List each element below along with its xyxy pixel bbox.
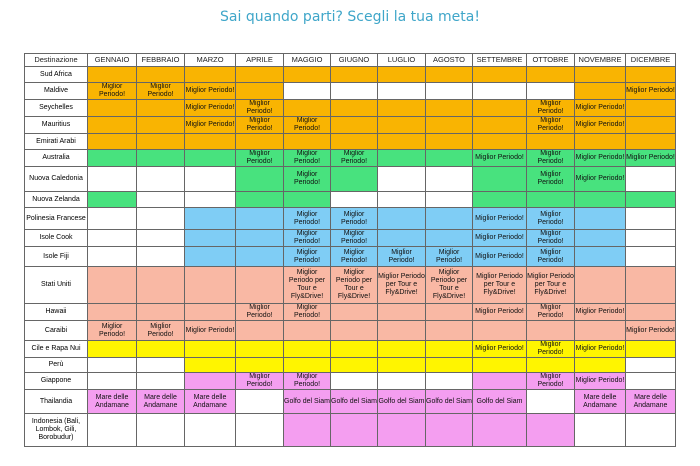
gulf-of-siam-cell: Golfo del Siam [378, 390, 426, 414]
header-month: SETTEMBRE [473, 54, 527, 67]
best-period-cell: Miglior Periodo! [331, 150, 378, 167]
table-row [25, 358, 676, 373]
gulf-of-siam-cell: Golfo del Siam [331, 390, 378, 414]
best-period-cell: Miglior Periodo! [331, 230, 378, 247]
table-row [25, 67, 676, 83]
table-row [25, 390, 676, 414]
best-period-cell: Miglior Periodo! [473, 247, 527, 267]
header-month: APRILE [236, 54, 284, 67]
header-month: LUGLIO [378, 54, 426, 67]
best-period-cell: Miglior Periodo! [88, 321, 137, 341]
destination-name: Australia [25, 150, 88, 167]
best-period-cell: Miglior Periodo! [473, 341, 527, 358]
destination-name: Nuova Caledonia [25, 167, 88, 192]
best-period-cell: Miglior Periodo! [185, 100, 236, 117]
best-period-cell: Miglior Periodo! [527, 117, 575, 134]
destination-name: Sud Africa [25, 67, 88, 83]
table-row [25, 83, 676, 100]
andaman-sea-cell: Mare delle Andamane [137, 390, 185, 414]
tour-period-cell: Miglior Periodo per Tour e Fly&Drive! [331, 267, 378, 304]
best-period-cell: Miglior Periodo! [426, 247, 473, 267]
best-period-cell: Miglior Periodo! [473, 150, 527, 167]
best-period-cell: Miglior Periodo! [236, 117, 284, 134]
destination-name: Perù [25, 358, 88, 373]
best-period-cell: Miglior Periodo! [284, 208, 331, 230]
destination-name: Hawaii [25, 304, 88, 321]
page-title: Sai quando parti? Scegli la tua meta! [220, 9, 480, 25]
destination-name: Isole Cook [25, 230, 88, 247]
best-period-cell: Miglior Periodo! [185, 83, 236, 100]
best-period-cell: Miglior Periodo! [137, 83, 185, 100]
gulf-of-siam-cell: Golfo del Siam [473, 390, 527, 414]
table-row [25, 267, 676, 304]
best-period-cell: Miglior Periodo! [284, 150, 331, 167]
best-period-cell: Miglior Periodo! [575, 117, 626, 134]
tour-period-cell: Miglior Periodo per Tour e Fly&Drive! [378, 267, 426, 304]
tour-period-cell: Miglior Periodo per Tour e Fly&Drive! [426, 267, 473, 304]
best-period-cell: Miglior Periodo! [626, 321, 676, 341]
destination-name: Isole Fiji [25, 247, 88, 267]
best-period-cell: Miglior Periodo! [236, 150, 284, 167]
best-period-cell: Miglior Periodo! [331, 208, 378, 230]
best-period-cell: Miglior Periodo! [626, 150, 676, 167]
destination-name: Seychelles [25, 100, 88, 117]
best-period-cell: Miglior Periodo! [473, 208, 527, 230]
best-period-cell: Miglior Periodo! [527, 100, 575, 117]
andaman-sea-cell: Mare delle Andamane [185, 390, 236, 414]
header-row [25, 54, 676, 67]
header-month: OTTOBRE [527, 54, 575, 67]
destination-name: Thailandia [25, 390, 88, 414]
andaman-sea-cell: Mare delle Andamane [575, 390, 626, 414]
header-month: GENNAIO [88, 54, 137, 67]
gulf-of-siam-cell: Golfo del Siam [426, 390, 473, 414]
tour-period-cell: Miglior Periodo per Tour e Fly&Drive! [473, 267, 527, 304]
best-period-cell: Miglior Periodo! [527, 304, 575, 321]
best-period-cell: Miglior Periodo! [575, 167, 626, 192]
table-row [25, 134, 676, 150]
table-row [25, 321, 676, 341]
header-month: MARZO [185, 54, 236, 67]
best-period-cell: Miglior Periodo! [527, 208, 575, 230]
travel-calendar-table [24, 53, 676, 447]
table-row [25, 304, 676, 321]
best-period-cell: Miglior Periodo! [575, 100, 626, 117]
best-period-cell: Miglior Periodo! [626, 83, 676, 100]
header-month: AGOSTO [426, 54, 473, 67]
table-row [25, 414, 676, 447]
header-month: DICEMBRE [626, 54, 676, 67]
tour-period-cell: Miglior Periodo per Tour e Fly&Drive! [284, 267, 331, 304]
table-row [25, 230, 676, 247]
destination-name: Nuova Zelanda [25, 192, 88, 208]
table-row [25, 150, 676, 167]
table-row [25, 208, 676, 230]
table-row [25, 100, 676, 117]
destination-name: Caraibi [25, 321, 88, 341]
andaman-sea-cell: Mare delle Andamane [626, 390, 676, 414]
best-period-cell: Miglior Periodo! [185, 321, 236, 341]
best-period-cell: Miglior Periodo! [527, 341, 575, 358]
best-period-cell: Miglior Periodo! [284, 304, 331, 321]
best-period-cell: Miglior Periodo! [284, 117, 331, 134]
best-period-cell: Miglior Periodo! [473, 304, 527, 321]
destination-name: Maldive [25, 83, 88, 100]
table-row [25, 117, 676, 134]
gulf-of-siam-cell: Golfo del Siam [284, 390, 331, 414]
header-month: MAGGIO [284, 54, 331, 67]
best-period-cell: Miglior Periodo! [236, 304, 284, 321]
destination-name: Polinesia Francese [25, 208, 88, 230]
best-period-cell: Miglior Periodo! [527, 373, 575, 390]
best-period-cell: Miglior Periodo! [527, 230, 575, 247]
best-period-cell: Miglior Periodo! [185, 117, 236, 134]
table-row [25, 341, 676, 358]
best-period-cell: Miglior Periodo! [575, 304, 626, 321]
best-period-cell: Miglior Periodo! [575, 373, 626, 390]
destination-name: Emirati Arabi [25, 134, 88, 150]
andaman-sea-cell: Mare delle Andamane [88, 390, 137, 414]
best-period-cell: Miglior Periodo! [236, 373, 284, 390]
header-month: GIUGNO [331, 54, 378, 67]
best-period-cell: Miglior Periodo! [284, 230, 331, 247]
tour-period-cell: Miglior Periodo per Tour e Fly&Drive! [527, 267, 575, 304]
best-period-cell: Miglior Periodo! [527, 150, 575, 167]
destination-name: Mauritius [25, 117, 88, 134]
best-period-cell: Miglior Periodo! [331, 247, 378, 267]
table-row [25, 373, 676, 390]
best-period-cell: Miglior Periodo! [527, 167, 575, 192]
table-row [25, 192, 676, 208]
header-month: FEBBRAIO [137, 54, 185, 67]
destination-name: Indonesia (Bali, Lombok, Gili, Borobudur) [25, 414, 88, 447]
destination-name: Cile e Rapa Nui [25, 341, 88, 358]
best-period-cell: Miglior Periodo! [284, 167, 331, 192]
best-period-cell: Miglior Periodo! [378, 247, 426, 267]
table-row [25, 247, 676, 267]
best-period-cell: Miglior Periodo! [284, 247, 331, 267]
table-row [25, 167, 676, 192]
best-period-cell: Miglior Periodo! [527, 247, 575, 267]
best-period-cell: Miglior Periodo! [473, 230, 527, 247]
header-month: NOVEMBRE [575, 54, 626, 67]
best-period-cell: Miglior Periodo! [575, 150, 626, 167]
destination-name: Giappone [25, 373, 88, 390]
best-period-cell: Miglior Periodo! [88, 83, 137, 100]
best-period-cell: Miglior Periodo! [575, 341, 626, 358]
header-destination: Destinazione [25, 54, 88, 67]
best-period-cell: Miglior Periodo! [236, 100, 284, 117]
best-period-cell: Miglior Periodo! [137, 321, 185, 341]
best-period-cell: Miglior Periodo! [284, 373, 331, 390]
destination-name: Stati Uniti [25, 267, 88, 304]
